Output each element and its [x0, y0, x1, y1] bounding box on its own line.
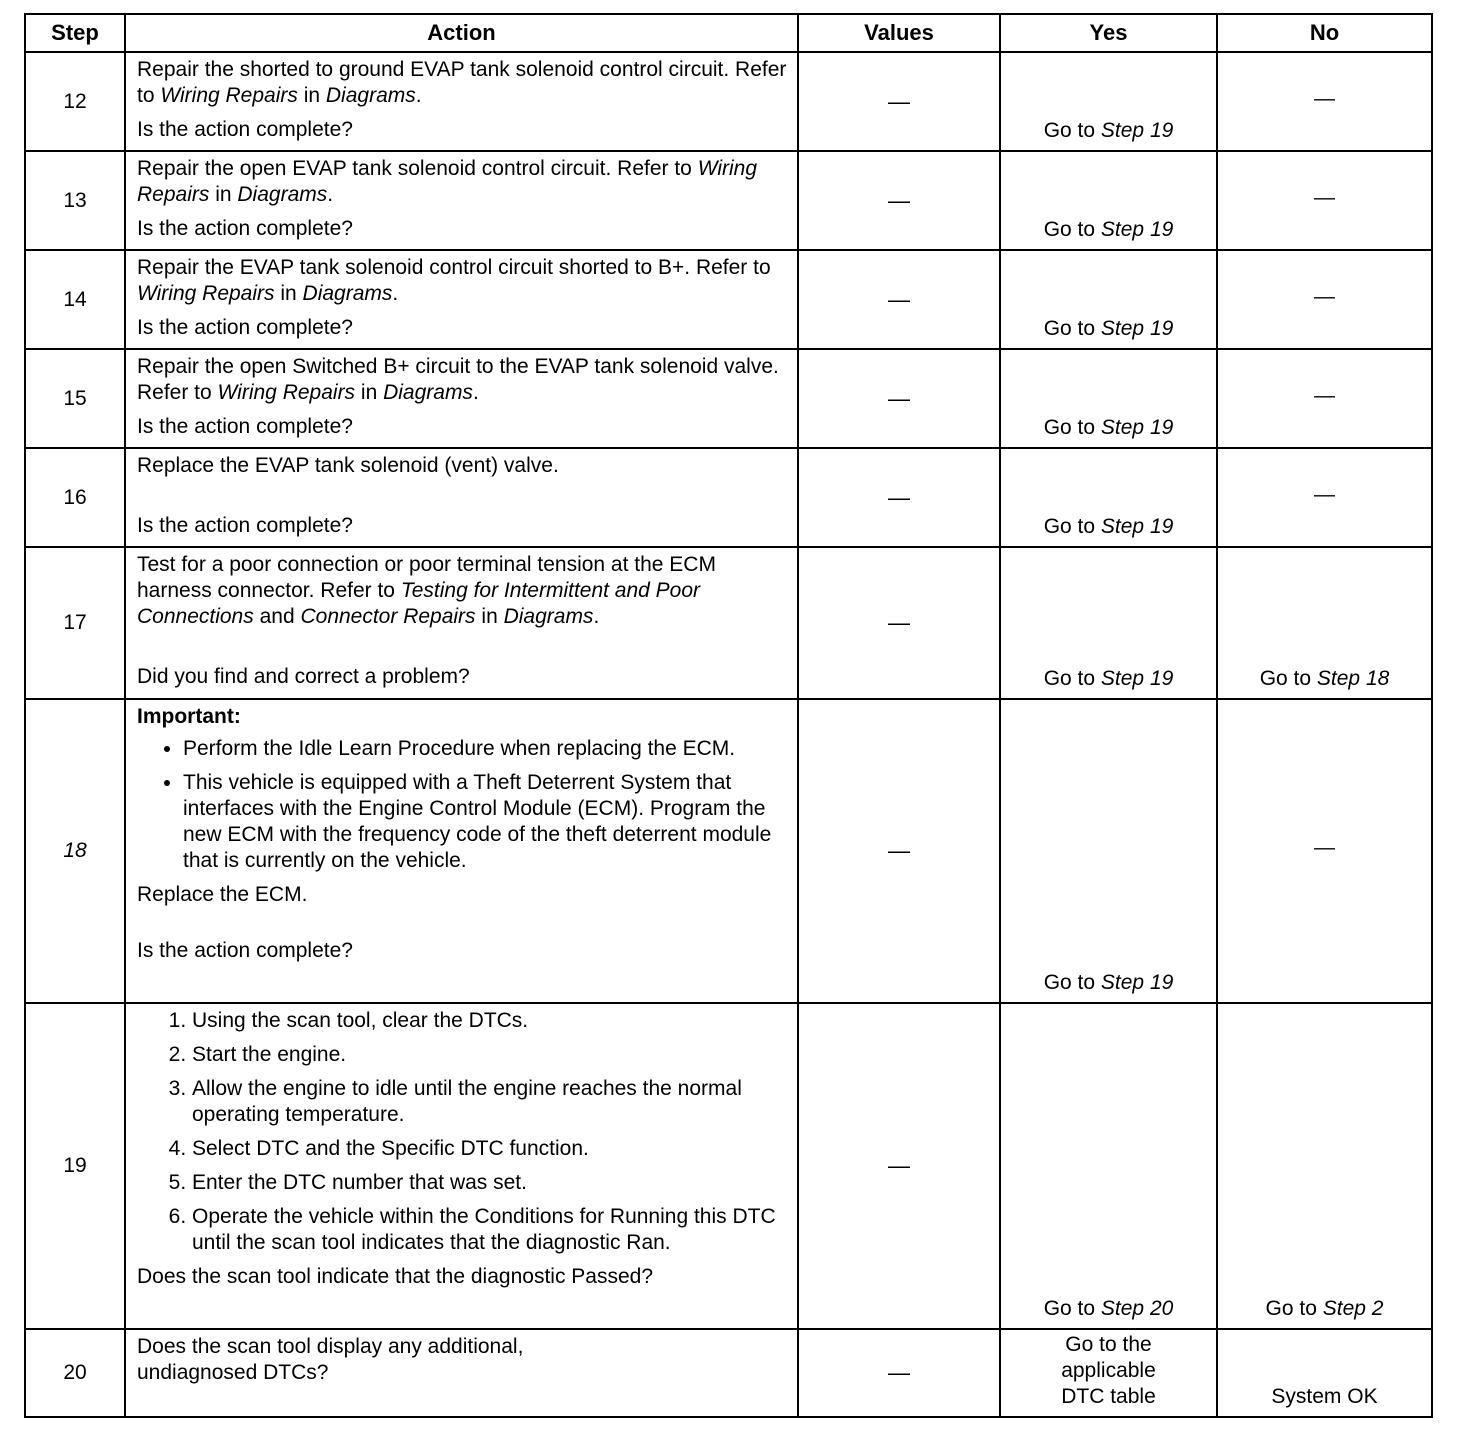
action-text: Repair the open Switched B+ circuit to the EVAP tank solenoid valve. Refer to Wiring Repairs in Diagrams.: [137, 355, 779, 404]
action-cell: [125, 349, 798, 448]
no-cell: —: [1217, 699, 1432, 1003]
no-cell: Go to Step 2: [1217, 1003, 1432, 1329]
action-cell: [125, 547, 798, 699]
table-row: [25, 52, 1432, 151]
values-cell: —: [798, 1003, 1000, 1329]
step-number: 16: [25, 448, 125, 547]
no-cell: —: [1217, 52, 1432, 151]
action-question: Did you find and correct a problem?: [137, 665, 470, 688]
values-cell: —: [798, 250, 1000, 349]
action-question: Is the action complete?: [137, 316, 353, 339]
no-cell: —: [1217, 448, 1432, 547]
action-question: Is the action complete?: [137, 118, 353, 141]
values-cell: —: [798, 699, 1000, 1003]
table-row: [25, 448, 1432, 547]
action-question: Is the action complete?: [137, 217, 353, 240]
action-question: Does the scan tool display any additional, undiagnosed DTCs?: [137, 1335, 524, 1384]
yes-cell: Go to Step 19: [1000, 52, 1217, 151]
action-cell: [125, 1003, 798, 1329]
yes-cell: Go to Step 19: [1000, 151, 1217, 250]
action-cell: [125, 52, 798, 151]
action-text: Replace the ECM.: [137, 883, 308, 906]
table-row: [25, 151, 1432, 250]
values-cell: —: [798, 52, 1000, 151]
action-cell: [125, 699, 798, 1003]
action-text: Test for a poor connection or poor terminal tension at the ECM harness connector. Refer to Testing for Intermittent and Poor Connections and Connector Repairs in Diagrams.: [137, 553, 716, 628]
table-row: [25, 1329, 1432, 1417]
values-cell: —: [798, 448, 1000, 547]
action-text: Replace the EVAP tank solenoid (vent) valve.: [137, 454, 559, 477]
values-cell: —: [798, 349, 1000, 448]
values-cell: —: [798, 547, 1000, 699]
list-item: 1. Using the scan tool, clear the DTCs.: [192, 1008, 787, 1034]
yes-cell: Go to the applicable DTC table: [1000, 1329, 1217, 1417]
header-no: No: [1217, 14, 1432, 52]
step-number: 13: [25, 151, 125, 250]
values-cell: —: [798, 151, 1000, 250]
procedure-list: [137, 1008, 787, 1256]
step-number: 15: [25, 349, 125, 448]
header-step: Step: [25, 14, 125, 52]
action-cell: [125, 1329, 798, 1417]
values-cell: —: [798, 1329, 1000, 1417]
action-cell: [125, 151, 798, 250]
table-row: [25, 250, 1432, 349]
action-cell: [125, 448, 798, 547]
yes-cell: Go to Step 20: [1000, 1003, 1217, 1329]
action-question: Does the scan tool indicate that the diagnostic Passed?: [137, 1265, 653, 1288]
action-cell: [125, 250, 798, 349]
list-item: 5. Enter the DTC number that was set.: [192, 1170, 787, 1196]
list-item: • This vehicle is equipped with a Theft Deterrent System that interfaces with the Engine Control Module (ECM). Program the new ECM with the frequency code of the theft deterrent module that is currently on the vehicle.: [183, 770, 787, 874]
no-cell: System OK: [1217, 1329, 1432, 1417]
no-cell: —: [1217, 250, 1432, 349]
table-row: [25, 349, 1432, 448]
no-cell: Go to Step 18: [1217, 547, 1432, 699]
list-item: 2. Start the engine.: [192, 1042, 787, 1068]
action-question: Is the action complete?: [137, 415, 353, 438]
action-text: Repair the shorted to ground EVAP tank solenoid control circuit. Refer to Wiring Repairs in Diagrams.: [137, 58, 787, 107]
table-header-row: [25, 14, 1432, 52]
list-item: 3. Allow the engine to idle until the engine reaches the normal operating temperature.: [192, 1076, 787, 1128]
header-yes: Yes: [1000, 14, 1217, 52]
table-row: [25, 1003, 1432, 1329]
step-number: 14: [25, 250, 125, 349]
step-number: 12: [25, 52, 125, 151]
list-item: 6. Operate the vehicle within the Conditions for Running this DTC until the scan tool indicates that the diagnostic Ran.: [192, 1204, 787, 1256]
list-item: 4. Select DTC and the Specific DTC function.: [192, 1136, 787, 1162]
yes-cell: Go to Step 19: [1000, 250, 1217, 349]
step-number: 18: [25, 699, 125, 1003]
yes-cell: Go to Step 19: [1000, 448, 1217, 547]
important-label: Important:: [137, 705, 241, 728]
step-number: 17: [25, 547, 125, 699]
yes-cell: Go to Step 19: [1000, 547, 1217, 699]
table-row: [25, 699, 1432, 1003]
action-text: Repair the EVAP tank solenoid control circuit shorted to B+. Refer to Wiring Repairs in Diagrams.: [137, 256, 771, 305]
no-cell: —: [1217, 349, 1432, 448]
step-number: 20: [25, 1329, 125, 1417]
yes-cell: Go to Step 19: [1000, 699, 1217, 1003]
list-item: • Perform the Idle Learn Procedure when replacing the ECM.: [183, 736, 787, 762]
action-question: Is the action complete?: [137, 939, 353, 962]
yes-cell: Go to Step 19: [1000, 349, 1217, 448]
header-values: Values: [798, 14, 1000, 52]
action-question: Is the action complete?: [137, 514, 353, 537]
step-number: 19: [25, 1003, 125, 1329]
important-list: [137, 736, 787, 874]
header-action: Action: [125, 14, 798, 52]
no-cell: —: [1217, 151, 1432, 250]
diagnostic-table: [24, 13, 1433, 1418]
table-row: [25, 547, 1432, 699]
action-text: Repair the open EVAP tank solenoid control circuit. Refer to Wiring Repairs in Diagrams.: [137, 157, 758, 206]
